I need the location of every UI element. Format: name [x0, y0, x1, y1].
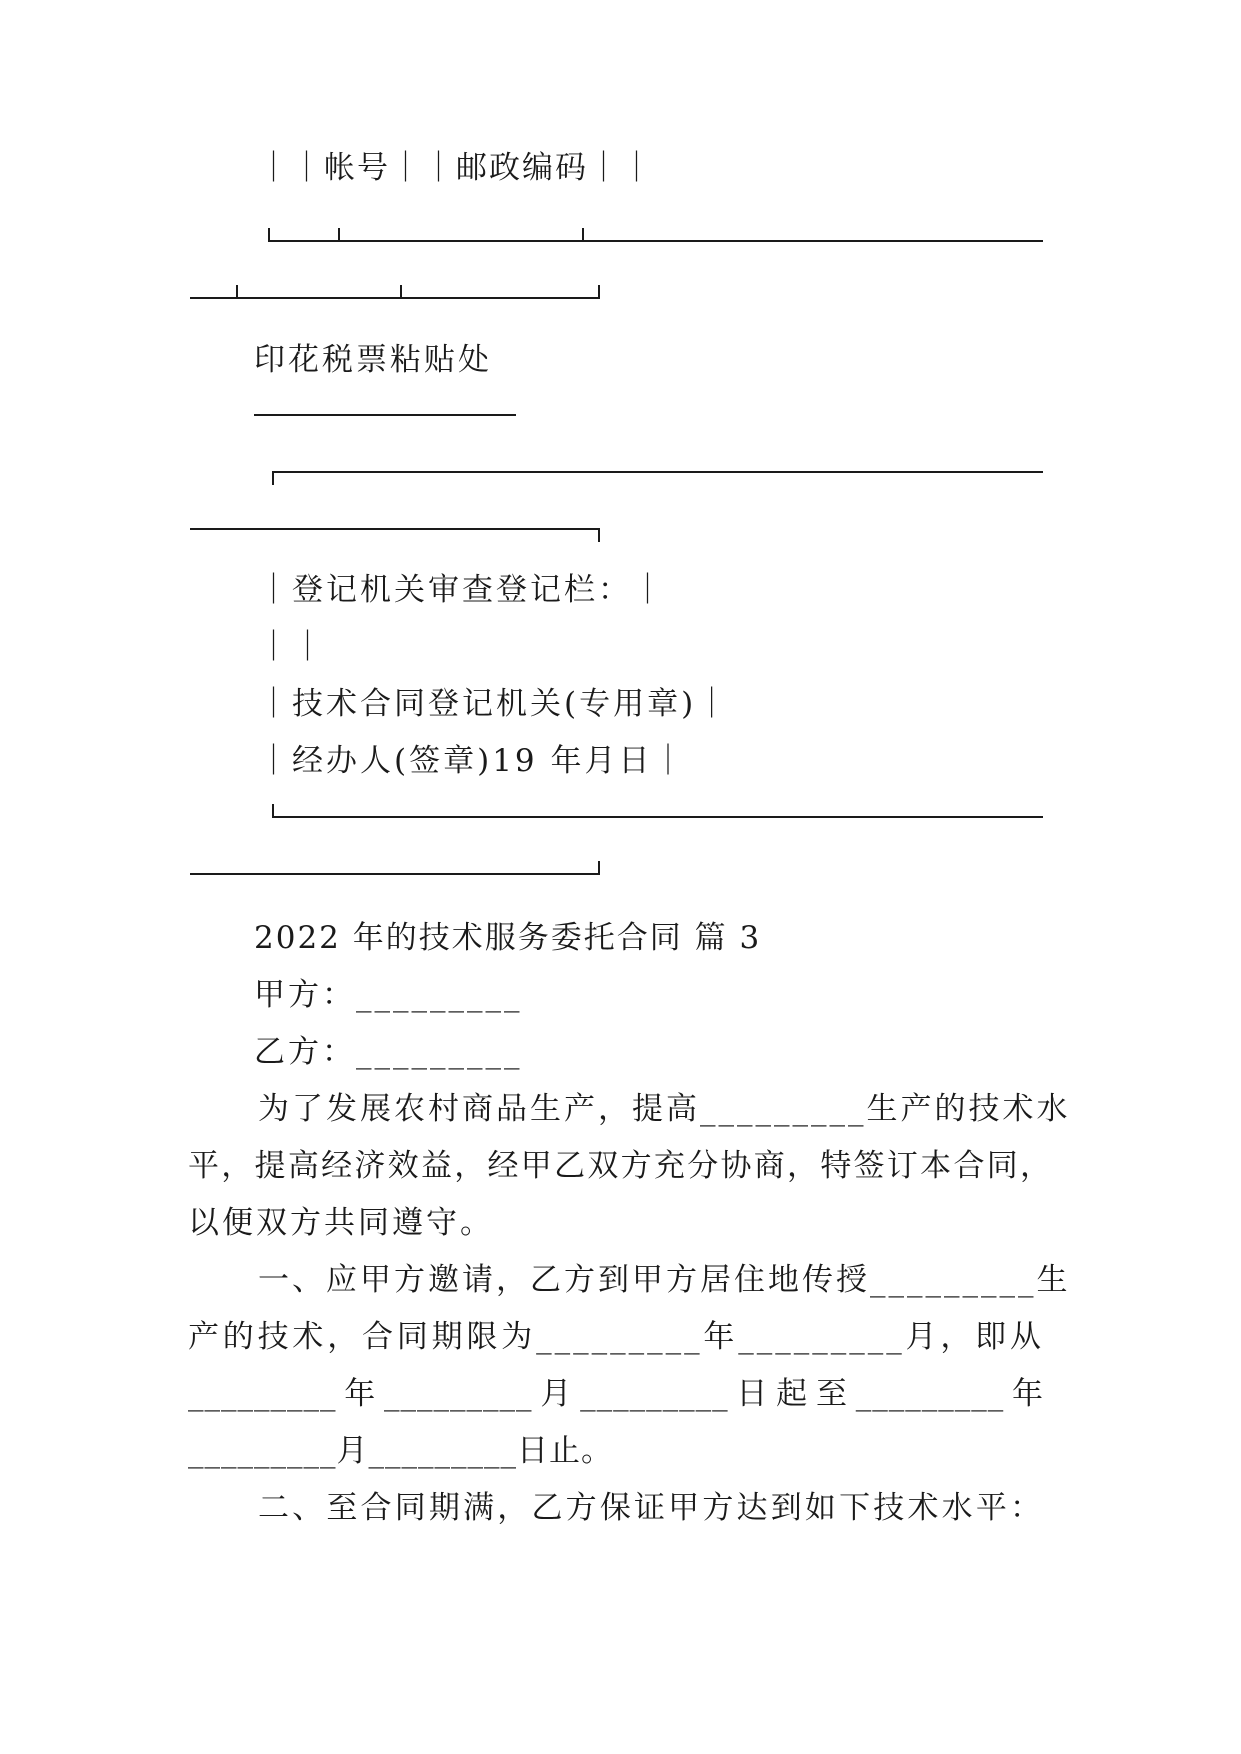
- table-border: [190, 297, 598, 299]
- registration-box-border: [190, 528, 600, 530]
- paragraph-line: 一、应甲方邀请，乙方到甲方居住地传授_________生: [258, 1262, 1071, 1298]
- registration-box-border: [190, 873, 600, 875]
- paragraph-line: 产的技术，合同期限为_________年_________月，即从: [188, 1319, 1044, 1355]
- stamp-underline: [254, 414, 516, 416]
- registration-blank-row: ｜｜: [258, 629, 326, 665]
- registration-box-border: [598, 861, 600, 875]
- registration-box-border: [272, 471, 1043, 473]
- registration-org-row: ｜技术合同登记机关(专用章)｜: [258, 686, 731, 722]
- table-border: [268, 240, 1043, 242]
- table-border: [582, 228, 584, 242]
- stamp-label: 印花税票粘贴处: [254, 342, 492, 378]
- registration-box-border: [272, 471, 274, 485]
- table-row-account-postcode: ｜｜帐号｜｜邮政编码｜｜: [258, 150, 654, 186]
- paragraph-line: 为了发展农村商品生产，提高_________生产的技术水: [258, 1091, 1071, 1127]
- table-border: [236, 285, 238, 299]
- registration-title-row: ｜登记机关审查登记栏：｜: [258, 572, 666, 608]
- paragraph-line: 以便双方共同遵守。: [188, 1205, 494, 1241]
- table-border: [598, 285, 600, 299]
- paragraph-line: 二、至合同期满，乙方保证甲方达到如下技术水平：: [258, 1490, 1044, 1526]
- party-b: 乙方：_________: [254, 1034, 523, 1070]
- registration-sign-row: ｜经办人(签章)19 年月日｜: [258, 743, 687, 779]
- table-border: [338, 228, 340, 242]
- paragraph-line: _________年_________月_________日起至_________年: [188, 1376, 1044, 1412]
- section-heading: 2022 年的技术服务委托合同 篇 3: [254, 920, 762, 956]
- paragraph-line: _________月_________日止。: [188, 1433, 613, 1469]
- party-a: 甲方：_________: [254, 977, 523, 1013]
- registration-box-border: [598, 528, 600, 542]
- paragraph-line: 平，提高经济效益，经甲乙双方充分协商，特签订本合同，: [188, 1148, 1052, 1184]
- registration-box-border: [272, 816, 1043, 818]
- table-border: [400, 285, 402, 299]
